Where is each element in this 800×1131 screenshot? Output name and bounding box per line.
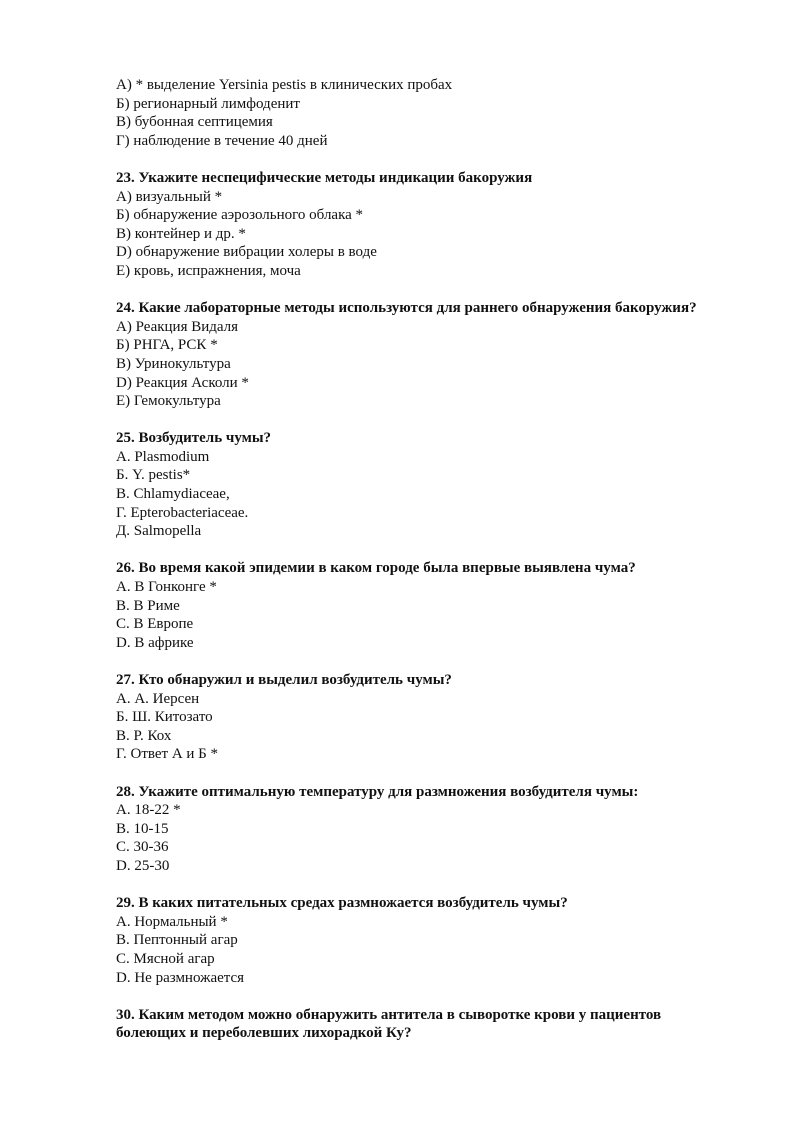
question-29: [116, 894, 756, 987]
question-24: [116, 299, 756, 411]
option-line: D. 25-30: [116, 857, 170, 874]
option-line: В. 10-15: [116, 820, 169, 837]
question-25: [116, 429, 756, 541]
option-line: С. В Европе: [116, 616, 194, 633]
option-line: А. В Гонконге *: [116, 579, 217, 596]
option-line: Б) РНГА, РСК *: [116, 337, 218, 354]
option-line: А. 18-22 *: [116, 802, 181, 819]
option-line: Б) регионарный лимфоденит: [116, 95, 300, 112]
question-30: [116, 1006, 756, 1043]
question-title: 24. Какие лабораторные методы используются для раннего обнаружения бакоружия?: [116, 300, 697, 317]
option-line: В) Уринокультура: [116, 355, 231, 372]
option-line: В. В Риме: [116, 597, 180, 614]
question-title: 30. Каким методом можно обнаружить антитела в сыворотке крови у пациентов болеющих и переболевших лихорадкой Ку?: [116, 1006, 662, 1042]
option-line: D. Не размножается: [116, 969, 245, 986]
question-23: [116, 169, 756, 281]
option-line: В) бубонная септицемия: [116, 114, 273, 131]
question-27: [116, 671, 756, 764]
option-line: Б) обнаружение аэрозольного облака *: [116, 207, 364, 224]
option-line: D. В африке: [116, 634, 194, 651]
option-line: Г) наблюдение в течение 40 дней: [116, 132, 328, 149]
option-line: С. Мясной агар: [116, 950, 215, 967]
option-line: А) Реакция Видаля: [116, 318, 239, 335]
question-title: 27. Кто обнаружил и выделил возбудитель чумы?: [116, 672, 452, 688]
question-title: 29. В каких питательных средах размножается возбудитель чумы?: [116, 895, 568, 912]
question-title: 28. Укажите оптимальную температуру для размножения возбудителя чумы:: [116, 783, 639, 800]
question-26: [116, 559, 756, 652]
option-line: В. Пептонный агар: [116, 932, 238, 949]
question-title: 25. Возбудитель чумы?: [116, 430, 272, 447]
option-line: Г. Epterobacteriaceae.: [116, 504, 249, 521]
intro-options: [116, 76, 756, 150]
option-line: С. 30-36: [116, 839, 169, 856]
option-line: D) обнаружение вибрации холеры в воде: [116, 244, 377, 261]
question-28: [116, 783, 756, 876]
option-line: А. А. Иерсен: [116, 690, 200, 707]
option-line: В. Р. Кох: [116, 727, 172, 744]
option-line: В) контейнер и др. *: [116, 225, 246, 242]
option-line: А) * выделение Yersinia pestis в клинических пробах: [116, 77, 453, 93]
option-line: А) визуальный *: [116, 188, 223, 205]
option-line: Г. Ответ А и Б *: [116, 746, 219, 763]
option-line: D) Реакция Асколи *: [116, 374, 249, 391]
option-line: В. Chlamydiaceae,: [116, 486, 230, 503]
option-line: А. Нормальный *: [116, 913, 228, 930]
option-line: Е) Гемокультура: [116, 393, 221, 410]
option-line: А. Plasmodium: [116, 448, 210, 465]
option-line: Б. Y. pestis*: [116, 467, 191, 484]
option-line: Е) кровь, испражнения, моча: [116, 262, 301, 279]
question-title: 26. Во время какой эпидемии в каком городе была впервые выявлена чума?: [116, 560, 636, 577]
question-title: 23. Укажите неспецифические методы индикации бакоружия: [116, 169, 533, 186]
option-line: Д. Salmopella: [116, 523, 202, 540]
option-line: Б. Ш. Китозато: [116, 709, 213, 726]
document-page: [116, 76, 756, 1043]
